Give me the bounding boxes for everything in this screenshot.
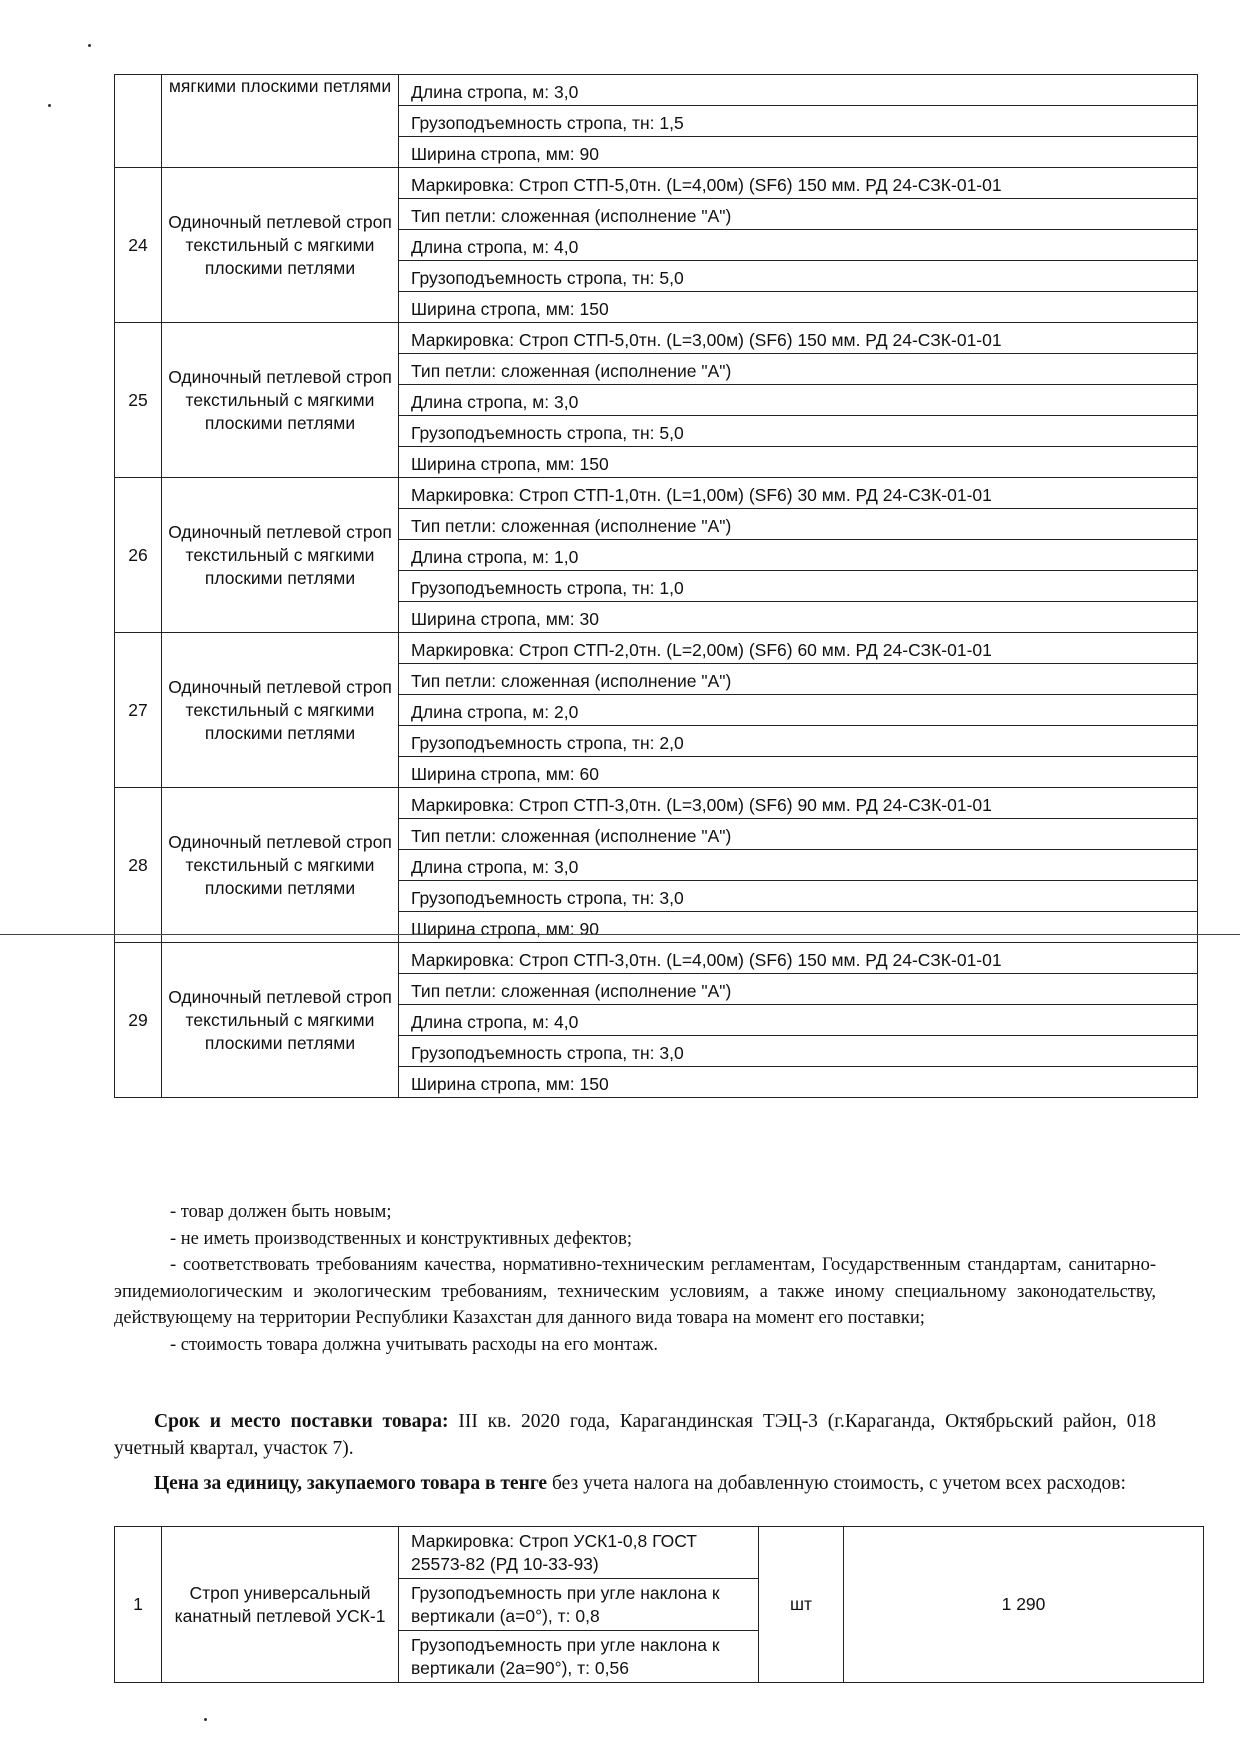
- spec-item-row: [115, 323, 1198, 354]
- spec-item-name: Одиночный петлевой строп текстильный с мягкими плоскими петлями: [162, 478, 399, 633]
- spec-item-property: Длина стропа, м: 2,0: [399, 695, 1198, 726]
- spec-item-row: [115, 75, 1198, 106]
- spec-item-property: Тип петли: сложенная (исполнение "А"): [399, 819, 1198, 850]
- spec-item-property: Ширина стропа, мм: 150: [399, 292, 1198, 323]
- price-heading-paragraph: [114, 1470, 1156, 1497]
- spec-item-property: Ширина стропа, мм: 150: [399, 447, 1198, 478]
- spec-item-row: [115, 168, 1198, 199]
- spec-item-property: Маркировка: Строп СТП-1,0тн. (L=1,00м) (SF6) 30 мм. РД 24-СЗК-01-01: [399, 478, 1198, 509]
- spec-item-property: Тип петли: сложенная (исполнение "А"): [399, 664, 1198, 695]
- spec-item-name: Одиночный петлевой строп текстильный с мягкими плоскими петлями: [162, 323, 399, 478]
- specification-table: [114, 74, 1198, 1098]
- price-row-name: Строп универсальный канатный петлевой УСК-1: [162, 1527, 399, 1683]
- spec-item-property: Длина стропа, м: 3,0: [399, 850, 1198, 881]
- delivery-label: Срок и место поставки товара:: [154, 1411, 449, 1432]
- spec-item-property: Грузоподъемность стропа, тн: 2,0: [399, 726, 1198, 757]
- spec-item-property: Маркировка: Строп СТП-5,0тн. (L=4,00м) (SF6) 150 мм. РД 24-СЗК-01-01: [399, 168, 1198, 199]
- spec-item-number: [115, 75, 162, 168]
- spec-item-number: 24: [115, 168, 162, 323]
- scan-speck: [48, 104, 51, 107]
- scan-speck: [204, 1718, 207, 1721]
- delivery-text: III кв. 2020 года, Карагандинская ТЭЦ-3 (г.Караганда, Октябрьский район, 018 учетный квартал, участок 7).: [114, 1411, 1157, 1459]
- requirement-item: - соответствовать требованиям качества, нормативно-техническим регламентам, Государственным стандартам, санитарно-эпидемиологическим и экологическим требованиям, техническим условиям, а также иному специальному законодательству, действующему на территории Республики Казахстан для данного вида товара на момент его поставки;: [114, 1255, 1156, 1328]
- price-row-property: Грузоподъемность при угле наклона к вертикали (2a=90°), т: 0,56: [399, 1631, 759, 1683]
- spec-item-property: Грузоподъемность стропа, тн: 1,5: [399, 106, 1198, 137]
- spec-item-property: Грузоподъемность стропа, тн: 3,0: [399, 1036, 1198, 1067]
- spec-item-number: 25: [115, 323, 162, 478]
- spec-item-row: [115, 633, 1198, 664]
- spec-item-property: Маркировка: Строп СТП-2,0тн. (L=2,00м) (SF6) 60 мм. РД 24-СЗК-01-01: [399, 633, 1198, 664]
- spec-item-property: Маркировка: Строп СТП-5,0тн. (L=3,00м) (SF6) 150 мм. РД 24-СЗК-01-01: [399, 323, 1198, 354]
- requirement-item: - товар должен быть новым;: [170, 1202, 392, 1222]
- spec-item-number: 27: [115, 633, 162, 788]
- spec-item-property: Грузоподъемность стропа, тн: 3,0: [399, 881, 1198, 912]
- scan-fold-line: [0, 934, 1240, 935]
- spec-item-property: Тип петли: сложенная (исполнение "А"): [399, 354, 1198, 385]
- spec-item-property: Длина стропа, м: 3,0: [399, 75, 1198, 106]
- spec-item-number: 29: [115, 943, 162, 1098]
- price-row-property: Маркировка: Строп УСК1-0,8 ГОСТ 25573-82 (РД 10-33-93): [399, 1527, 759, 1579]
- requirement-item: - стоимость товара должна учитывать расходы на его монтаж.: [170, 1334, 659, 1355]
- spec-item-number: 26: [115, 478, 162, 633]
- spec-item-property: Ширина стропа, мм: 150: [399, 1067, 1198, 1098]
- price-row-price: 1 290: [844, 1527, 1204, 1683]
- spec-item-property: Ширина стропа, мм: 90: [399, 137, 1198, 168]
- spec-item-property: Грузоподъемность стропа, тн: 5,0: [399, 261, 1198, 292]
- spec-item-row: [115, 788, 1198, 819]
- price-row-property: Грузоподъемность при угле наклона к вертикали (a=0°), т: 0,8: [399, 1579, 759, 1631]
- spec-item-property: Длина стропа, м: 1,0: [399, 540, 1198, 571]
- spec-item-row: [115, 478, 1198, 509]
- specification-table-body: [115, 75, 1198, 1098]
- spec-item-property: Ширина стропа, мм: 60: [399, 757, 1198, 788]
- spec-item-property: Ширина стропа, мм: 30: [399, 602, 1198, 633]
- requirement-item: - не иметь производственных и конструктивных дефектов;: [170, 1228, 633, 1249]
- spec-item-property: Длина стропа, м: 4,0: [399, 230, 1198, 261]
- spec-item-property: Грузоподъемность стропа, тн: 1,0: [399, 571, 1198, 602]
- price-heading-text: без учета налога на добавленную стоимость, с учетом всех расходов:: [547, 1473, 1126, 1494]
- spec-item-name: Одиночный петлевой строп текстильный с мягкими плоскими петлями: [162, 633, 399, 788]
- spec-item-row: [115, 943, 1198, 974]
- price-row-unit: шт: [759, 1527, 844, 1683]
- price-heading-label: Цена за единицу, закупаемого товара в тенге: [154, 1473, 548, 1494]
- spec-item-property: Ширина стропа, мм: 90: [399, 912, 1198, 943]
- spec-item-number: 28: [115, 788, 162, 943]
- spec-item-property: Длина стропа, м: 4,0: [399, 1005, 1198, 1036]
- spec-item-property: Грузоподъемность стропа, тн: 5,0: [399, 416, 1198, 447]
- spec-item-name: Одиночный петлевой строп текстильный с мягкими плоскими петлями: [162, 943, 399, 1098]
- delivery-paragraph: [114, 1408, 1156, 1462]
- spec-item-name: Одиночный петлевой строп текстильный с мягкими плоскими петлями: [162, 788, 399, 943]
- price-row: [115, 1527, 1204, 1579]
- spec-item-property: Тип петли: сложенная (исполнение "А"): [399, 199, 1198, 230]
- spec-item-property: Тип петли: сложенная (исполнение "А"): [399, 974, 1198, 1005]
- spec-item-name: мягкими плоскими петлями: [162, 75, 399, 168]
- price-row-number: 1: [115, 1527, 162, 1683]
- spec-item-property: Маркировка: Строп СТП-3,0тн. (L=4,00м) (SF6) 150 мм. РД 24-СЗК-01-01: [399, 943, 1198, 974]
- spec-item-property: Длина стропа, м: 3,0: [399, 385, 1198, 416]
- spec-item-property: Тип петли: сложенная (исполнение "А"): [399, 509, 1198, 540]
- scan-speck: [88, 44, 91, 47]
- price-table: [114, 1526, 1204, 1683]
- spec-item-name: Одиночный петлевой строп текстильный с мягкими плоскими петлями: [162, 168, 399, 323]
- spec-item-property: Маркировка: Строп СТП-3,0тн. (L=3,00м) (SF6) 90 мм. РД 24-СЗК-01-01: [399, 788, 1198, 819]
- requirements-list: [114, 1199, 1156, 1358]
